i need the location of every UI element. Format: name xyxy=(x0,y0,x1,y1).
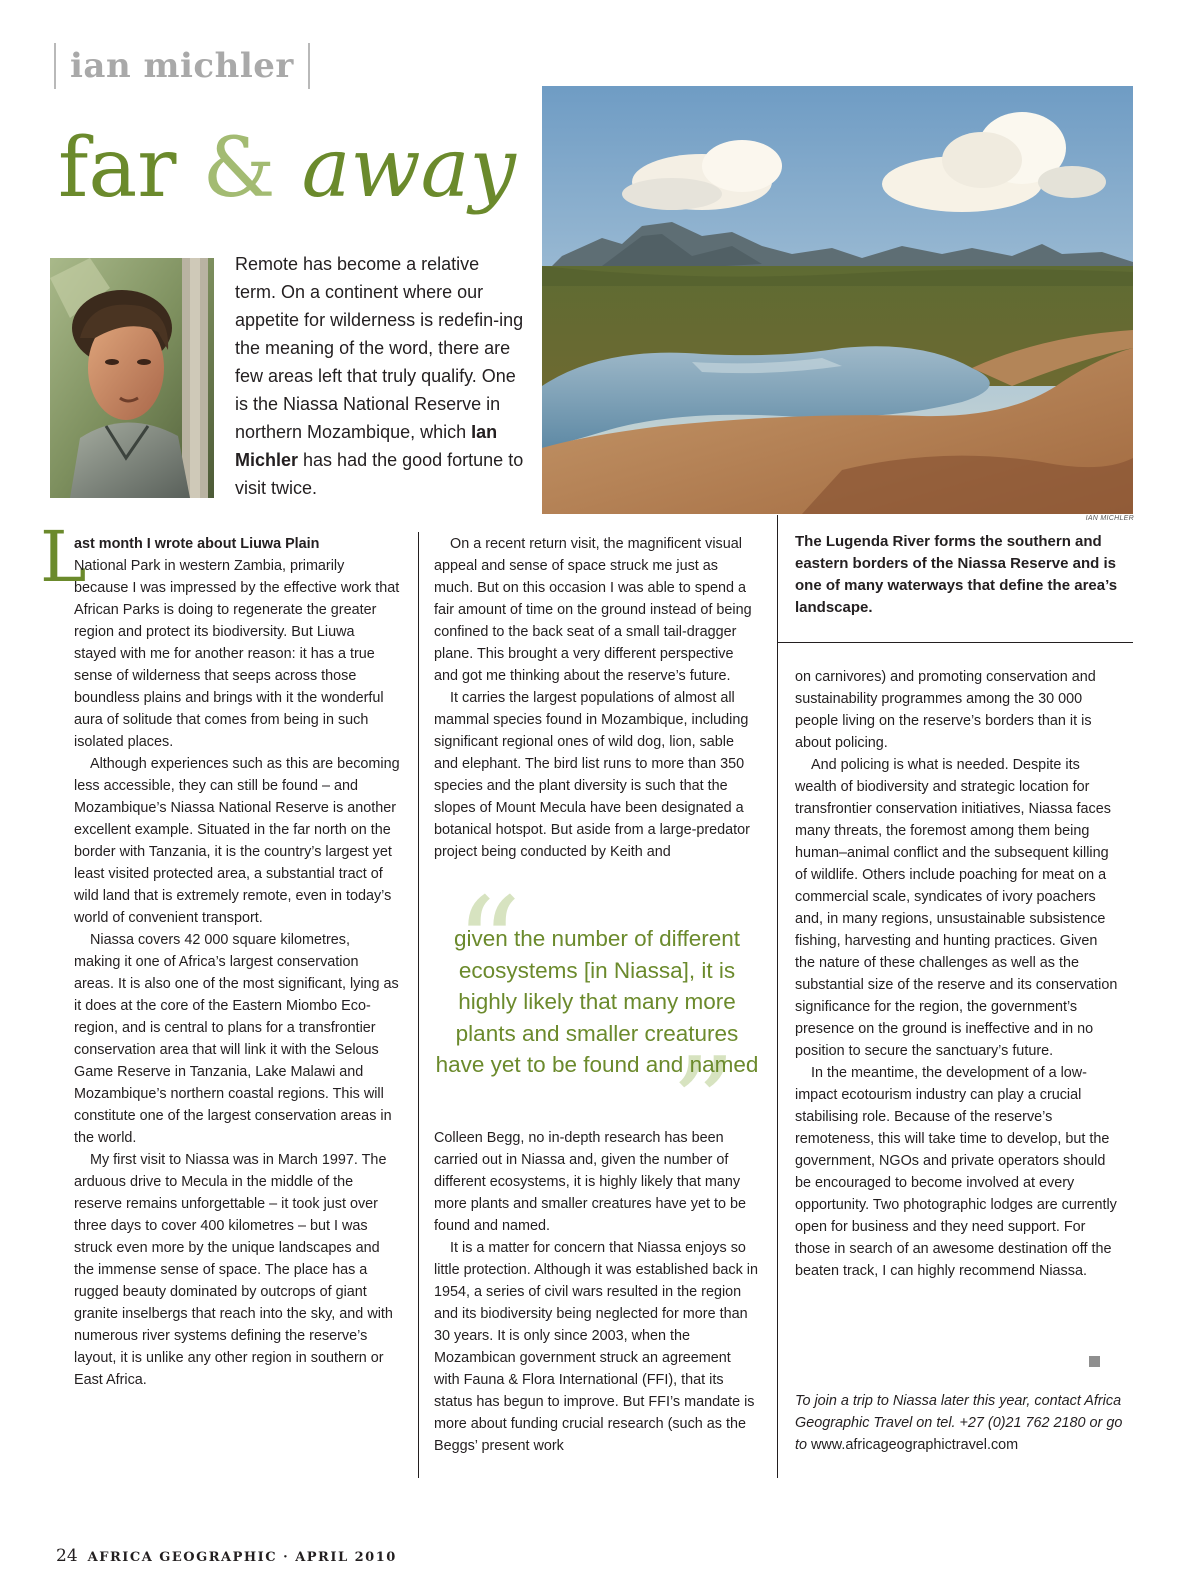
intro-text-end: has had the good fortune to visit twice. xyxy=(235,450,524,498)
author-portrait xyxy=(50,258,214,498)
article-column-3 xyxy=(795,666,1121,1282)
article-paragraph: My first visit to Niassa was in March 1997. The arduous drive to Mecula in the middle of the reserve remains unforgettable – it took just over three days to cover 400 kilometres – but I was struck even more by the unique landscapes and the immense sense of space. The place has a rugged beauty dominated by outcrops of giant granite inselbergs that reach into the sky, and with numerous river systems defining the reserve’s layout, it is unlike any other region in southern or East Africa. xyxy=(74,1152,393,1388)
photo-credit: IAN MICHLER xyxy=(1085,515,1134,522)
columnist-name: ian michler xyxy=(70,46,294,86)
photo-caption: The Lugenda River forms the southern and eastern borders of the Niassa Reserve and is one of many waterways that define the area’s landscape. xyxy=(795,533,1118,616)
article-column-2 xyxy=(434,533,760,863)
article-paragraph: Niassa covers 42 000 square kilometres, making it one of Africa’s largest conservation areas. It is also one of the most significant, lying as it does at the core of the Eastern Miombo Eco-region, and is central to plans for a transfrontier conservation area that will link it with the Selous Game Reserve in Tanzania, Lake Malawi and Mozambique’s northern coastal regions. This will constitute one of the largest conservation areas in the world. xyxy=(74,932,399,1146)
article-paragraph: on carnivores) and promoting conservation and sustainability programmes among the 30 000 people living on the reserve’s borders than it is about policing. xyxy=(795,669,1096,751)
magazine-issue: AFRICA GEOGRAPHIC · APRIL 2010 xyxy=(87,1550,397,1565)
trip-note-text: To join a trip to Niassa later this year, contact Africa Geographic Travel on tel. +27 (0)21 762 2180 or go to xyxy=(795,1393,1123,1453)
open-quote-mark: “ xyxy=(455,869,522,1021)
column-rule xyxy=(418,532,419,1478)
article-paragraph: And policing is what is needed. Despite its wealth of biodiversity and strategic location for transfrontier conservation initiatives, Niassa faces many threats, the foremost among them being human–animal conflict and the subsequent killing of wildlife. Others include poaching for meat on a commercial scale, syndicates of ivory poachers and, in many regions, unsustainable subsistence fishing, harvesting and hunting practices. Given the nature of these challenges as well as the substantial size of the reserve and its conservation significance for the region, the government’s presence on the ground is ineffective and in no position to secure the sanctuary’s future. xyxy=(795,757,1118,1059)
columnist-label xyxy=(54,40,310,92)
caption-rule xyxy=(777,642,1133,643)
page-footer xyxy=(56,1546,397,1566)
intro-standfirst xyxy=(235,250,525,502)
intro-text: Remote has become a relative term. On a continent where our appetite for wilderness is redefin-ing the meaning of the word, there are few areas left that truly qualify. One is the Niassa National Reserve in northern Mozambique, which xyxy=(235,254,524,442)
close-quote-mark: ” xyxy=(670,1029,737,1181)
headline-word-far: far xyxy=(58,121,177,216)
article-column-2-continued xyxy=(434,1127,760,1457)
headline-ampersand: & xyxy=(202,121,276,216)
drop-cap: L xyxy=(40,516,87,598)
article-first-line: ast month I wrote about Liuwa Plain xyxy=(74,536,320,552)
article-paragraph: On a recent return visit, the magnificent visual appeal and sense of space struck me just as much. But on this occasion I was able to spend a fair amount of time on the ground instead of being confined to the back seat of a small tail-dragger plane. This brought a very different perspective and got me thinking about the reserve’s future. xyxy=(434,536,752,684)
article-paragraph: It carries the largest populations of almost all mammal species found in Mozambique, including significant regional ones of wild dog, lion, sable and elephant. The bird list runs to more than 350 species and the plant diversity is such that the slopes of Mount Mecula have been designated a botanical hotspot. But aside from a large-predator project being conducted by Keith and xyxy=(434,690,750,860)
article-paragraph: In the meantime, the development of a low-impact ecotourism industry can play a crucial stabilising role. Because of the reserve’s remoteness, this will take time to develop, but the government, NGOs and private operators should be encouraged to become involved at every opportunity. Two photographic lodges are currently open for business and they need support. For those in search of an awesome destination off the beaten track, I can highly recommend Niassa. xyxy=(795,1065,1117,1279)
end-mark xyxy=(1089,1356,1100,1367)
page-number: 24 xyxy=(56,1546,78,1566)
divider xyxy=(308,43,310,89)
pull-quote: given the number of different ecosystems [in Niassa], it is highly likely that many more plants and smaller creatures have yet to be found and named xyxy=(435,926,759,1077)
article-column-1 xyxy=(74,533,400,1391)
article-paragraph: National Park in western Zambia, primarily because I was impressed by the effective work that African Parks is doing to regenerate the greater region and protect its biodiversity. But Liuwa stayed with me for another reason: it has a true sense of wilderness that seeps across those boundless plains and brings with it the wonderful aura of solitude that comes from being in such isolated places. xyxy=(74,558,400,750)
trip-note xyxy=(795,1390,1125,1456)
lugenda-river-photo xyxy=(542,86,1133,514)
headline xyxy=(58,121,516,216)
article-paragraph: It is a matter for concern that Niassa enjoys so little protection. Although it was established back in 1954, a series of civil wars resulted in the region and its biodiversity being neglected for more than 30 years. It is only since 2003, when the Mozambican government struck an agreement with Fauna & Flora International (FFI), that its status has begun to improve. But FFI’s mandate is more about funding crucial research (such as the Beggs’ present work xyxy=(434,1240,758,1454)
trip-url-link[interactable]: www.africageographictravel.com xyxy=(811,1437,1019,1453)
intro-author: Ian Michler xyxy=(235,422,498,470)
article-paragraph: Colleen Begg, no in-depth research has been carried out in Niassa and, given the number of different ecosystems, it is highly likely that many more plants and smaller creatures have yet to be found and named. xyxy=(434,1130,746,1234)
article-paragraph: Although experiences such as this are becoming less accessible, they can still be found – and Mozambique’s Niassa National Reserve is another excellent example. Situated in the far north on the border with Tanzania, it is the country’s largest yet least visited protected area, a substantial tract of wild land that is extremely remote, even in today’s world of convenient transport. xyxy=(74,756,400,926)
caption-divider xyxy=(777,515,778,642)
column-rule xyxy=(777,642,778,1478)
headline-word-away: away xyxy=(301,121,516,216)
